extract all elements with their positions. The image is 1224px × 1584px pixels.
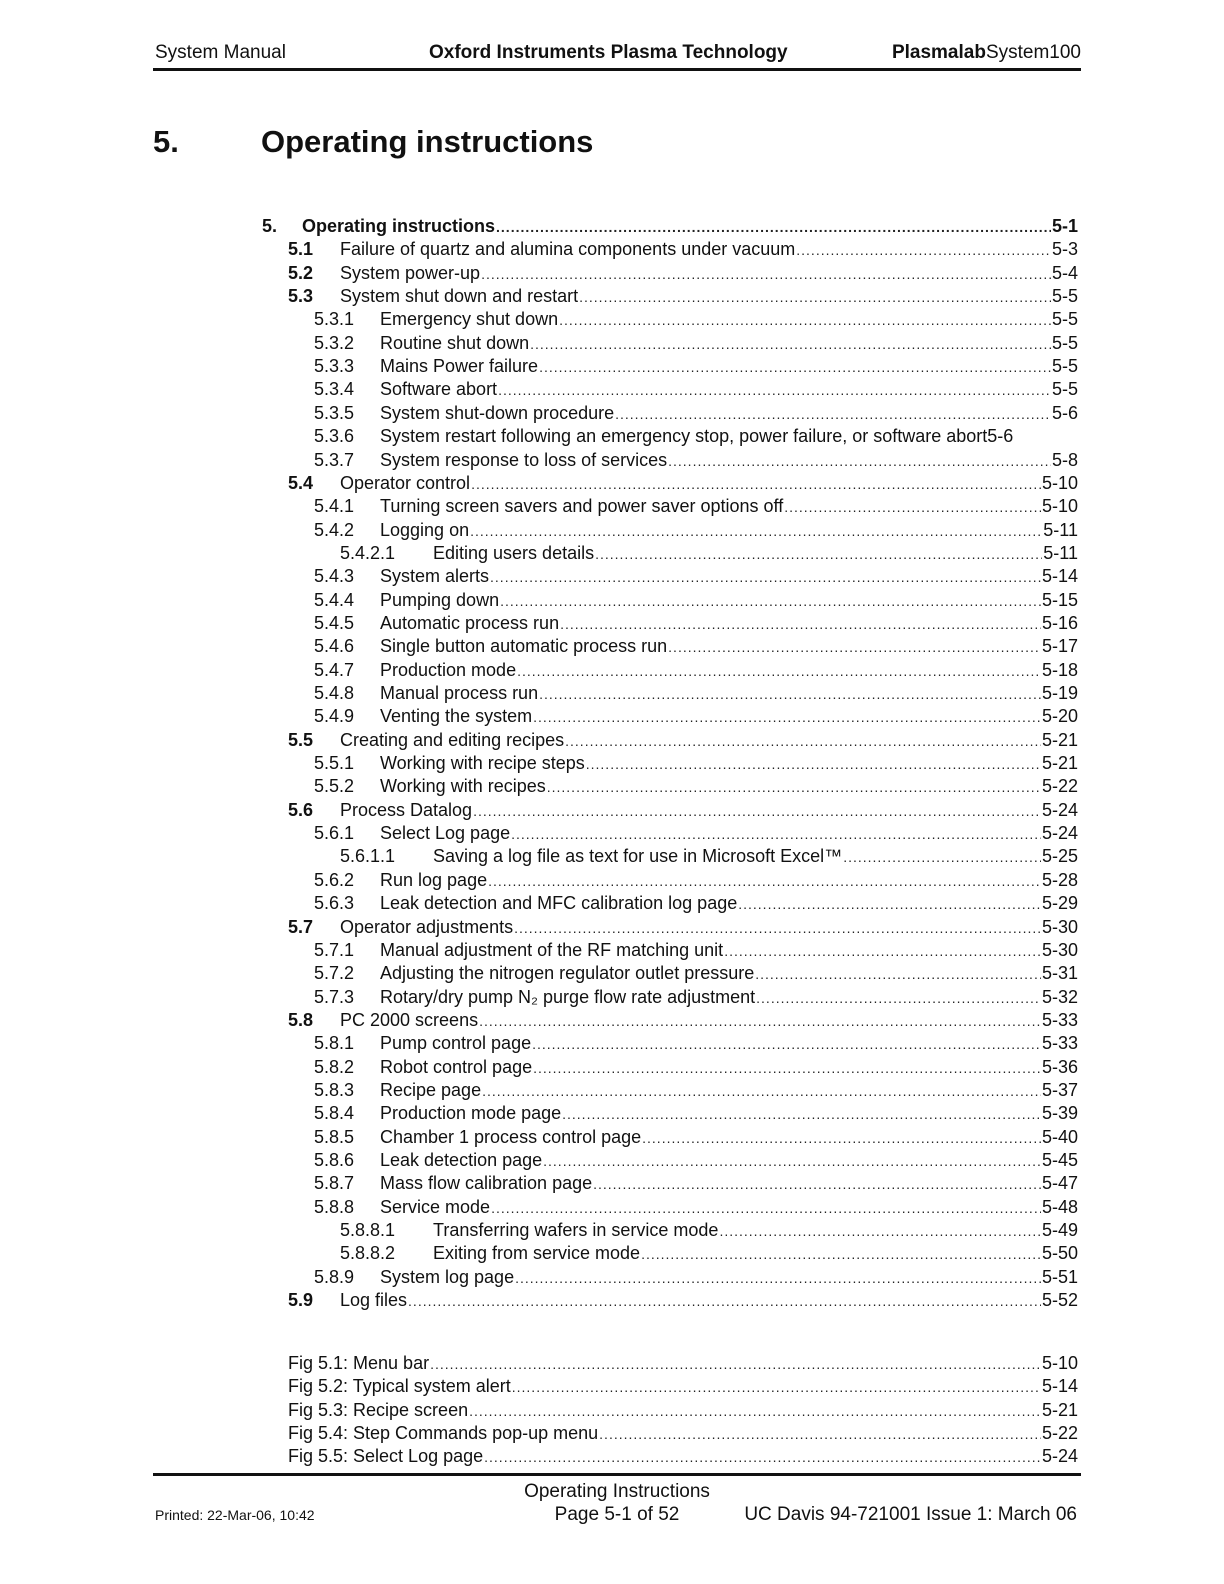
dot-leader	[738, 896, 1041, 912]
toc-entry-title: Chamber 1 process control page	[380, 1127, 642, 1147]
dot-leader	[515, 1270, 1041, 1286]
toc-entry[interactable]	[314, 1267, 1078, 1290]
toc-entry[interactable]	[288, 1446, 1078, 1469]
dot-leader	[533, 709, 1041, 725]
toc-entry-title: Recipe page	[380, 1080, 482, 1100]
toc-entry-title: System restart following an emergency stop, power failure, or software abort	[380, 426, 988, 446]
toc-entry-page: 5-28	[1041, 870, 1078, 890]
dot-leader	[562, 1106, 1041, 1122]
toc-entry[interactable]	[314, 1057, 1078, 1080]
toc-entry-number: 5.	[262, 216, 278, 236]
toc-entry-title: Manual adjustment of the RF matching unit	[380, 940, 724, 960]
toc-entry-page: 5-47	[1041, 1173, 1078, 1193]
toc-entry[interactable]	[314, 636, 1078, 659]
toc-entry-page: 5-10	[1041, 1353, 1078, 1373]
toc-entry-number: 5.5.2	[314, 776, 355, 796]
toc-entry-title: Working with recipes	[380, 776, 546, 796]
toc-entry-page: 5-37	[1041, 1080, 1078, 1100]
toc-entry[interactable]	[314, 566, 1078, 589]
toc-entry-page: 5-14	[1041, 1376, 1078, 1396]
dot-leader	[642, 1130, 1041, 1146]
dot-leader	[543, 1153, 1041, 1169]
dot-leader	[532, 1036, 1041, 1052]
toc-entry-title: Creating and editing recipes	[340, 730, 565, 750]
dot-leader	[579, 289, 1051, 305]
toc-entry-title: Exiting from service mode	[433, 1243, 641, 1263]
toc-entry[interactable]	[314, 1197, 1078, 1220]
toc-entry-number: 5.4.5	[314, 613, 355, 633]
toc-entry-number: 5.8.7	[314, 1173, 355, 1193]
toc-entry[interactable]	[314, 1150, 1078, 1173]
toc-entry-number: 5.3.3	[314, 356, 355, 376]
dot-leader	[473, 803, 1041, 819]
toc-entry-title: Working with recipe steps	[380, 753, 585, 773]
toc-entry[interactable]	[288, 800, 1078, 823]
toc-entry-title: Fig 5.5: Select Log page	[288, 1446, 484, 1466]
toc-entry-title: Run log page	[380, 870, 488, 890]
toc-entry-number: 5.3.5	[314, 403, 355, 423]
toc-entry[interactable]	[314, 823, 1078, 846]
dot-leader	[843, 849, 1041, 865]
toc-entry-number: 5.6.3	[314, 893, 355, 913]
dot-leader	[586, 756, 1041, 772]
toc-entry-number: 5.5.1	[314, 753, 355, 773]
page-header	[153, 40, 1081, 71]
footer-page-number: Page 5-1 of 52	[554, 1504, 680, 1525]
toc-entry[interactable]	[314, 893, 1078, 916]
toc-entry-title: Single button automatic process run	[380, 636, 668, 656]
toc-entry-number: 5.6.2	[314, 870, 355, 890]
toc-entry[interactable]	[314, 496, 1078, 519]
dot-leader	[756, 990, 1041, 1006]
toc-entry-page: 5-21	[1041, 730, 1078, 750]
footer-rule	[153, 1473, 1081, 1476]
toc-entry-number: 5.6.1	[314, 823, 355, 843]
toc-entry[interactable]	[288, 473, 1078, 496]
toc-entry[interactable]	[288, 1353, 1078, 1376]
toc-entry-number: 5.3.7	[314, 450, 355, 470]
toc-entry-page: 5-10	[1041, 473, 1078, 493]
toc-entry-number: 5.5	[288, 730, 314, 750]
toc-entry-title: Pumping down	[380, 590, 500, 610]
toc-entry-number: 5.8.8.2	[340, 1243, 396, 1263]
toc-entry[interactable]	[288, 1376, 1078, 1399]
toc-entry-title: Fig 5.1: Menu bar	[288, 1353, 430, 1373]
toc-entry-page: 5-10	[1041, 496, 1078, 516]
toc-entry[interactable]	[314, 660, 1078, 683]
toc-entry-number: 5.8.8.1	[340, 1220, 396, 1240]
toc-entry-number: 5.4.2	[314, 520, 355, 540]
toc-entry-page: 5-6	[1051, 403, 1078, 423]
dot-leader	[496, 219, 1051, 235]
toc-entry-title: Select Log page	[380, 823, 511, 843]
toc-entry-page: 5-24	[1041, 800, 1078, 820]
toc-entry-page: 5-24	[1041, 823, 1078, 843]
toc-entry-page: 5-1	[1051, 216, 1078, 236]
dot-leader	[517, 663, 1041, 679]
dot-leader	[539, 359, 1051, 375]
toc-entry-title: Turning screen savers and power saver options off	[380, 496, 784, 516]
toc-entry-title: Rotary/dry pump N₂ purge flow rate adjustment	[380, 987, 756, 1007]
toc-entry-number: 5.6	[288, 800, 314, 820]
toc-entry-title: Manual process run	[380, 683, 539, 703]
toc-entry[interactable]	[288, 1290, 1078, 1313]
toc-entry-title: Operating instructions	[302, 216, 496, 236]
toc-entry-number: 5.4.9	[314, 706, 355, 726]
toc-entry-page: 5-33	[1041, 1033, 1078, 1053]
toc-entry-number: 5.3.2	[314, 333, 355, 353]
toc-entry-title: Failure of quartz and alumina components under vacuum	[340, 239, 796, 259]
toc-entry-number: 5.8.1	[314, 1033, 355, 1053]
toc-entry-title: System shut-down procedure	[380, 403, 615, 423]
toc-entry[interactable]	[288, 1400, 1078, 1423]
toc-entry-page: 5-32	[1041, 987, 1078, 1007]
toc-entry-number: 5.3.6	[314, 426, 355, 446]
header-manual-name: System Manual	[155, 42, 286, 63]
toc-entry-number: 5.4.1	[314, 496, 355, 516]
toc-entry[interactable]	[340, 1220, 1078, 1243]
toc-entry-page: 5-6	[987, 426, 1014, 446]
toc-entry-page: 5-8	[1051, 450, 1078, 470]
toc-entry-title: Operator control	[340, 473, 471, 493]
toc-entry-number: 5.4.7	[314, 660, 355, 680]
footer-title: Operating Instructions	[524, 1481, 710, 1502]
toc-entry-title: Service mode	[380, 1197, 491, 1217]
toc-entry-title: PC 2000 screens	[340, 1010, 479, 1030]
toc-entry[interactable]	[340, 543, 1078, 566]
toc-entry[interactable]	[314, 426, 1078, 449]
toc-entry-page: 5-33	[1041, 1010, 1078, 1030]
toc-entry-page: 5-5	[1051, 356, 1078, 376]
toc-entry-title: Operator adjustments	[340, 917, 514, 937]
toc-entry-title: Saving a log file as text for use in Microsoft Excel™	[433, 846, 843, 866]
dot-leader	[471, 476, 1041, 492]
toc-entry[interactable]	[288, 1423, 1078, 1446]
toc-entry-title: Mass flow calibration page	[380, 1173, 593, 1193]
toc-entry-title: Log files	[340, 1290, 408, 1310]
toc-entry-number: 5.3.4	[314, 379, 355, 399]
dot-leader	[796, 242, 1051, 258]
dot-leader	[719, 1223, 1041, 1239]
toc-entry-page: 5-29	[1041, 893, 1078, 913]
toc-entry-title: Robot control page	[380, 1057, 533, 1077]
toc-entry-page: 5-21	[1041, 1400, 1078, 1420]
toc-entry-number: 5.6.1.1	[340, 846, 396, 866]
toc-entry-page: 5-52	[1041, 1290, 1078, 1310]
header-product	[892, 42, 1081, 64]
toc-entry[interactable]	[314, 1173, 1078, 1196]
dot-leader	[469, 1403, 1041, 1419]
toc-entry-title: Routine shut down	[380, 333, 530, 353]
toc-entry[interactable]	[314, 683, 1078, 706]
toc-entry-number: 5.7.2	[314, 963, 355, 983]
toc-entry-page: 5-22	[1041, 1423, 1078, 1443]
toc-entry-page: 5-14	[1041, 566, 1078, 586]
toc-entry-page: 5-4	[1051, 263, 1078, 283]
dot-leader	[560, 616, 1041, 632]
toc-entry-number: 5.2	[288, 263, 314, 283]
toc-entry-page: 5-3	[1051, 239, 1078, 259]
toc-entry-page: 5-19	[1041, 683, 1078, 703]
dot-leader	[559, 312, 1051, 328]
toc-entry-number: 5.8.3	[314, 1080, 355, 1100]
toc-entry-title: Production mode	[380, 660, 517, 680]
dot-leader	[500, 593, 1041, 609]
toc-entry[interactable]	[314, 1103, 1078, 1126]
toc-entry[interactable]	[314, 333, 1078, 356]
toc-entry-number: 5.4	[288, 473, 314, 493]
toc-entry-page: 5-50	[1041, 1243, 1078, 1263]
toc-entry-number: 5.4.3	[314, 566, 355, 586]
toc-entry-number: 5.8.8	[314, 1197, 355, 1217]
toc-entry-page: 5-30	[1041, 940, 1078, 960]
toc-entry[interactable]	[314, 590, 1078, 613]
toc-entry-title: Logging on	[380, 520, 470, 540]
toc-entry[interactable]	[288, 730, 1078, 753]
dot-leader	[488, 873, 1041, 889]
dot-leader	[593, 1176, 1041, 1192]
toc-entry[interactable]	[288, 239, 1078, 262]
dot-leader	[490, 569, 1041, 585]
toc-entry[interactable]	[314, 379, 1078, 402]
dot-leader	[481, 266, 1051, 282]
dot-leader	[668, 453, 1051, 469]
toc-entry-page: 5-5	[1051, 286, 1078, 306]
toc-entry-page: 5-15	[1041, 590, 1078, 610]
toc-entry-title: Production mode page	[380, 1103, 562, 1123]
toc-entry-number: 5.4.8	[314, 683, 355, 703]
toc-entry-page: 5-51	[1041, 1267, 1078, 1287]
toc-entry[interactable]	[314, 753, 1078, 776]
dot-leader	[724, 943, 1041, 959]
toc-entry-page: 5-31	[1041, 963, 1078, 983]
toc-entry-number: 5.4.6	[314, 636, 355, 656]
toc-entry-number: 5.8.5	[314, 1127, 355, 1147]
dot-leader	[547, 779, 1041, 795]
toc-entry-title: Leak detection and MFC calibration log page	[380, 893, 738, 913]
dot-leader	[641, 1246, 1041, 1262]
dot-leader	[514, 920, 1041, 936]
toc-entry-page: 5-24	[1041, 1446, 1078, 1466]
dot-leader	[615, 406, 1051, 422]
dot-leader	[408, 1293, 1041, 1309]
toc-entry[interactable]	[314, 776, 1078, 799]
toc-entry[interactable]	[314, 1127, 1078, 1150]
toc-entry[interactable]	[314, 1033, 1078, 1056]
footer-printed-date: Printed: 22-Mar-06, 10:42	[155, 1507, 315, 1523]
toc-entry-page: 5-30	[1041, 917, 1078, 937]
toc-entry-page: 5-40	[1041, 1127, 1078, 1147]
dot-leader	[512, 1379, 1041, 1395]
toc-entry[interactable]	[314, 1080, 1078, 1103]
toc-entry-number: 5.7	[288, 917, 314, 937]
dot-leader	[482, 1083, 1041, 1099]
toc-entry-page: 5-5	[1051, 379, 1078, 399]
toc-entry[interactable]	[314, 309, 1078, 332]
chapter-title: Operating instructions	[261, 124, 594, 159]
toc-entry-page: 5-48	[1041, 1197, 1078, 1217]
toc-entry[interactable]	[288, 263, 1078, 286]
dot-leader	[668, 639, 1041, 655]
header-company: Oxford Instruments Plasma Technology	[429, 42, 788, 63]
toc-entry-title: System response to loss of services	[380, 450, 668, 470]
dot-leader	[430, 1356, 1041, 1372]
toc-entry-number: 5.8.9	[314, 1267, 355, 1287]
toc-entry-page: 5-45	[1041, 1150, 1078, 1170]
toc-entry-title: Venting the system	[380, 706, 533, 726]
toc-entry-page: 5-5	[1051, 309, 1078, 329]
toc-entry[interactable]	[288, 286, 1078, 309]
toc-entry-page: 5-20	[1041, 706, 1078, 726]
dot-leader	[595, 546, 1042, 562]
toc-entry[interactable]	[314, 706, 1078, 729]
toc-entry-title: Software abort	[380, 379, 498, 399]
toc-entry-title: System shut down and restart	[340, 286, 579, 306]
toc-entry-title: Adjusting the nitrogen regulator outlet pressure	[380, 963, 755, 983]
toc-entry-title: Process Datalog	[340, 800, 473, 820]
toc-entry-title: System power-up	[340, 263, 481, 283]
toc-entry[interactable]	[314, 613, 1078, 636]
dot-leader	[491, 1200, 1041, 1216]
dot-leader	[511, 826, 1041, 842]
toc-entry-page: 5-11	[1043, 543, 1078, 563]
dot-leader	[784, 499, 1041, 515]
toc-entry-page: 5-39	[1041, 1103, 1078, 1123]
toc-entry-number: 5.8	[288, 1010, 314, 1030]
dot-leader	[484, 1449, 1041, 1465]
toc-entry[interactable]	[288, 1010, 1078, 1033]
toc-entry-title: Pump control page	[380, 1033, 532, 1053]
header-product-bold: Plasmalab	[891, 42, 986, 63]
footer-document-id: UC Davis 94-721001 Issue 1: March 06	[744, 1504, 1077, 1525]
dot-leader	[533, 1060, 1041, 1076]
toc-entry-title: Fig 5.3: Recipe screen	[288, 1400, 469, 1420]
toc-entry[interactable]	[314, 870, 1078, 893]
toc-entry-page: 5-36	[1041, 1057, 1078, 1077]
dot-leader	[498, 382, 1051, 398]
toc-entry-title: System log page	[380, 1267, 515, 1287]
toc-entry[interactable]	[314, 403, 1078, 426]
toc-entry[interactable]	[314, 963, 1078, 986]
dot-leader	[565, 733, 1041, 749]
toc-entry-title: Fig 5.2: Typical system alert	[288, 1376, 511, 1396]
toc-entry-page: 5-25	[1041, 846, 1078, 866]
toc-entry-page: 5-5	[1051, 333, 1078, 353]
dot-leader	[539, 686, 1041, 702]
toc-entry-title: Emergency shut down	[380, 309, 559, 329]
toc-entry-title: System alerts	[380, 566, 490, 586]
toc-entry[interactable]	[314, 987, 1078, 1010]
toc-entry-number: 5.8.6	[314, 1150, 355, 1170]
toc-entry-number: 5.4.2.1	[340, 543, 396, 563]
toc-entry-number: 5.7.1	[314, 940, 355, 960]
dot-leader	[479, 1013, 1041, 1029]
toc-entry-number: 5.3	[288, 286, 314, 306]
toc-entry-title: Leak detection page	[380, 1150, 543, 1170]
toc-entry-title: Automatic process run	[380, 613, 560, 633]
toc-entry-number: 5.8.4	[314, 1103, 355, 1123]
toc-entry[interactable]	[314, 940, 1078, 963]
dot-leader	[470, 523, 1042, 539]
toc-entry-number: 5.4.4	[314, 590, 355, 610]
toc-entry[interactable]	[340, 846, 1078, 869]
toc-entry-page: 5-21	[1041, 753, 1078, 773]
toc-entry-page: 5-49	[1041, 1220, 1078, 1240]
toc-entry-page: 5-18	[1041, 660, 1078, 680]
toc-entry-number: 5.3.1	[314, 309, 355, 329]
toc-entry-title: Editing users details	[433, 543, 595, 563]
toc-entry[interactable]	[314, 450, 1078, 473]
chapter-number: 5.	[153, 124, 179, 159]
toc-entry-title: Transferring wafers in service mode	[433, 1220, 719, 1240]
toc-entry-number: 5.7.3	[314, 987, 355, 1007]
toc-entry-page: 5-17	[1041, 636, 1078, 656]
toc-entry[interactable]	[288, 917, 1078, 940]
toc-entry-page: 5-22	[1041, 776, 1078, 796]
toc-entry-number: 5.9	[288, 1290, 314, 1310]
dot-leader	[530, 336, 1051, 352]
toc-entry-page: 5-16	[1041, 613, 1078, 633]
toc-entry[interactable]	[314, 520, 1078, 543]
toc-entry[interactable]	[262, 216, 1078, 239]
toc-entry[interactable]	[340, 1243, 1078, 1266]
toc-entry-title: Fig 5.4: Step Commands pop-up menu	[288, 1423, 599, 1443]
toc-entry-page: 5-11	[1043, 520, 1078, 540]
toc-entry-title: Mains Power failure	[380, 356, 539, 376]
dot-leader	[599, 1426, 1041, 1442]
toc-entry-number: 5.8.2	[314, 1057, 355, 1077]
toc-entry-number: 5.1	[288, 239, 314, 259]
toc-entry[interactable]	[314, 356, 1078, 379]
header-product-regular: System100	[985, 42, 1081, 63]
dot-leader	[755, 966, 1041, 982]
